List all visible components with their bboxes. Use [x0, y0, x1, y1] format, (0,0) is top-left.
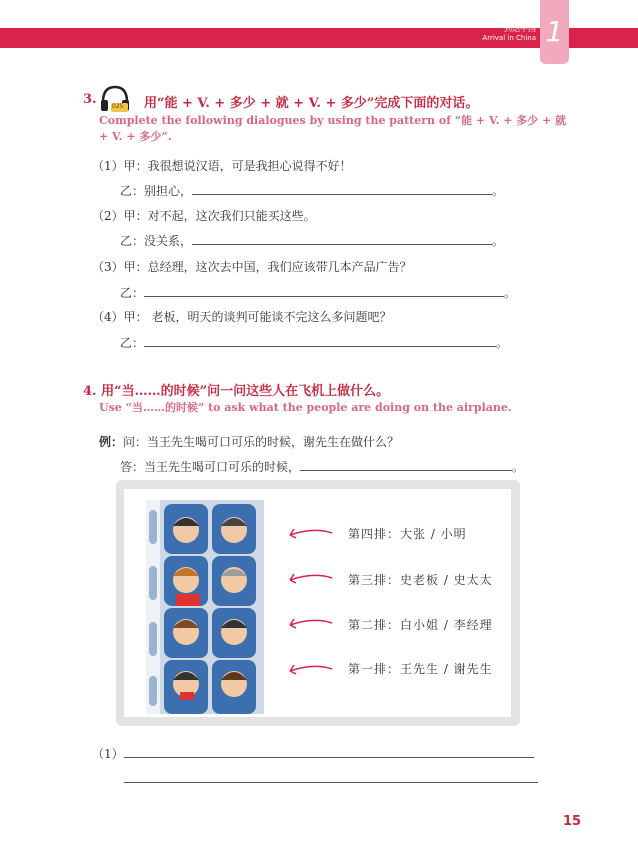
- q4-instruction: Use “当……的时候” to ask what the people are doing on the airplane.: [99, 401, 512, 414]
- q4-title: 用“当……的时候”问一问这些人在飞机上做什么。: [101, 384, 390, 399]
- answer-blank[interactable]: [144, 334, 496, 347]
- q3-item1-num: （1）: [92, 159, 124, 173]
- q3-instruction: Complete the following dialogues by using the pattern of “能 + V. + 多少 + 就 + V. + 多少”.: [99, 114, 567, 143]
- page-number: 15: [563, 814, 582, 829]
- q3-item4-b: 乙：: [120, 336, 145, 350]
- period: 。: [492, 184, 505, 198]
- arrow-row2-icon: [284, 613, 334, 631]
- answer-blank[interactable]: [144, 284, 504, 297]
- q3-item2-b: 乙：没关系，: [120, 234, 193, 248]
- row3-label: 第三排：史老板 / 史太太: [348, 573, 493, 587]
- q3-item1-a: 甲：我很想说汉语，可是我担心说得不好！: [123, 159, 352, 173]
- header-bar: [0, 28, 540, 48]
- answer-blank-line[interactable]: [124, 782, 538, 783]
- example-answer: 答：当王先生喝可口可乐的时候，: [120, 460, 301, 474]
- headphones-icon[interactable]: [98, 84, 132, 114]
- q3-item3-num: （3）: [92, 260, 124, 274]
- period: 。: [512, 460, 525, 474]
- answer-blank[interactable]: [300, 458, 512, 471]
- chapter-title-cn: 到达中国: [504, 24, 536, 33]
- answer-blank[interactable]: [192, 232, 492, 245]
- period: 。: [504, 286, 517, 300]
- q3-number: 3.: [83, 92, 97, 107]
- arrow-row1-icon: [284, 659, 334, 677]
- track-number: 025: [112, 103, 124, 110]
- q3-item3-b: 乙：: [120, 286, 145, 300]
- example-question: 问：当王先生喝可口可乐的时候，谢先生在做什么？: [123, 435, 400, 449]
- header-bar-right: [569, 28, 638, 48]
- row2-label: 第二排：白小姐 / 李经理: [348, 618, 493, 632]
- chapter-title-en: Arrival in China: [482, 34, 536, 42]
- arrow-row4-icon: [284, 523, 334, 541]
- q3-item1-b: 乙：别担心，: [120, 184, 193, 198]
- q3-title: 用“能 + V. + 多少 + 就 + V. + 多少”完成下面的对话。: [144, 96, 479, 111]
- period: 。: [492, 234, 505, 248]
- q3-item3-a: 甲：总经理，这次去中国，我们应该带几本产品广告？: [123, 260, 412, 274]
- row4-label: 第四排：大张 / 小明: [348, 527, 467, 541]
- period: 。: [496, 336, 509, 350]
- q3-item2-a: 甲：对不起，这次我们只能买这些。: [123, 209, 316, 223]
- q4-number: 4.: [83, 384, 97, 399]
- answer-blank[interactable]: [124, 745, 534, 758]
- airplane-cabin-illustration: [146, 500, 264, 714]
- q3-item4-num: （4）: [92, 310, 124, 324]
- q3-item4-a: 甲： 老板，明天的谈判可能谈不完这么多问题吧？: [123, 310, 392, 324]
- answer-blank[interactable]: [192, 182, 492, 195]
- row1-label: 第一排：王先生 / 谢先生: [348, 662, 493, 676]
- chapter-number-tab: 1: [540, 0, 569, 64]
- q3-item2-num: （2）: [92, 209, 124, 223]
- q4-answer-num: （1）: [92, 747, 124, 761]
- arrow-row3-icon: [284, 568, 334, 586]
- example-label: 例：: [99, 435, 124, 449]
